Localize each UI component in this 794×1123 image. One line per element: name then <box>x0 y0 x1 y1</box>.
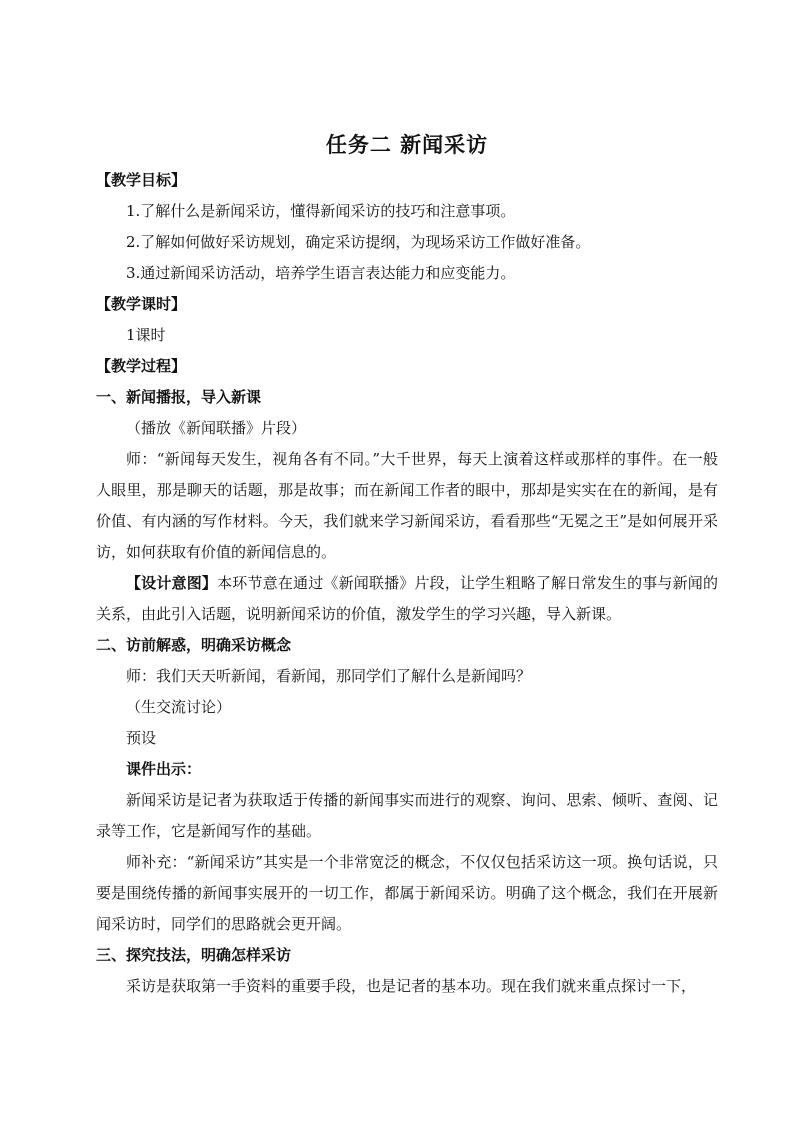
section-2-heading: 二、访前解惑，明确采访概念 <box>96 636 292 654</box>
section-1-note: （播放《新闻联播》片段） <box>126 419 307 437</box>
section-2-question: 师：我们天天听新闻，看新闻，那同学们了解什么是新闻吗？ <box>126 667 532 685</box>
hours-value: 1课时 <box>126 326 166 344</box>
goal-3: 3.通过新闻采访活动，培养学生语言表达能力和应变能力。 <box>126 264 516 282</box>
heading-hours: 【教学课时】 <box>96 295 187 313</box>
section-3-paragraph: 采访是获取第一手资料的重要手段，也是记者的基本功。现在我们就来重点探讨一下， <box>126 977 697 995</box>
design-intent-paragraph <box>96 568 718 630</box>
section-2-definition: 新闻采访是记者为获取适于传播的新闻事实而进行的观察、询问、思索、倾听、查阅、记录等工作，它是新闻写作的基础。 <box>96 791 718 840</box>
design-intent-text: 本环节意在通过《新闻联播》片段，让学生粗略了解日常发生的事与新闻的关系，由此引入话题，说明新闻采访的价值，激发学生的学习兴趣，导入新课。 <box>96 574 718 623</box>
goal-1: 1.了解什么是新闻采访，懂得新闻采访的技巧和注意事项。 <box>126 202 516 220</box>
section-2-supplement: 师补充：“新闻采访”其实是一个非常宽泛的概念，不仅仅包括采访这一项。换句话说，只要是围绕传播的新闻事实展开的一切工作，都属于新闻采访。明确了这个概念，我们在开展新闻采访时，同学们的思路就会更开阔。 <box>96 853 718 933</box>
page-title: 任务二 新闻采访 <box>325 132 489 157</box>
goal-2: 2.了解如何做好采访规划，确定采访提纲，为现场采访工作做好准备。 <box>126 233 591 251</box>
section-3-heading: 三、探究技法，明确怎样采访 <box>96 946 292 964</box>
heading-process: 【教学过程】 <box>96 357 187 375</box>
heading-goals: 【教学目标】 <box>96 171 187 189</box>
section-1-paragraph: 师：“新闻每天发生，视角各有不同。”大千世界，每天上演着这样或那样的事件。在一般人眼里，那是聊天的话题，那是故事；而在新闻工作者的眼中，那却是实实在在的新闻，是有价值、有内涵的写作材料。今天，我们就来学习新闻采访，看看那些“无冕之王”是如何展开采访，如何获取有价值的新闻信息的。 <box>96 450 718 561</box>
section-2-note: （生交流讨论） <box>126 698 232 716</box>
section-1-heading: 一、新闻播报，导入新课 <box>96 388 262 406</box>
document-page <box>96 125 718 1002</box>
section-2-courseware: 课件出示： <box>126 760 202 778</box>
design-intent-label: 【设计意图】 <box>126 574 218 592</box>
section-2-preset: 预设 <box>126 729 157 747</box>
